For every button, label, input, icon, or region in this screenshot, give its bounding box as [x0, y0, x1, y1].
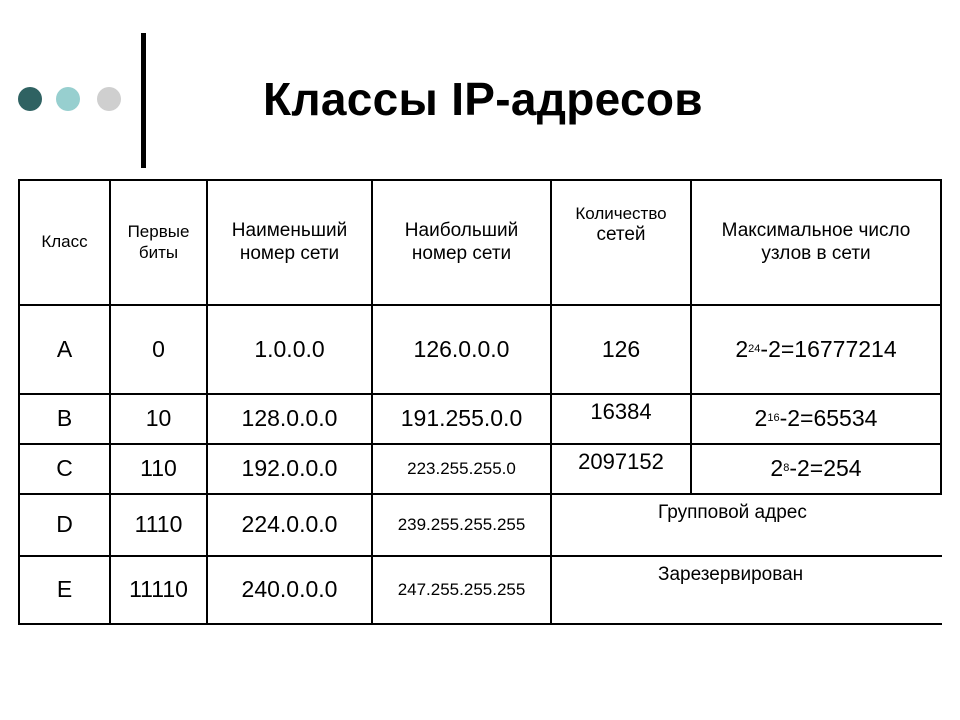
table-border — [18, 623, 942, 625]
cell-first-bits: 11110 — [129, 576, 188, 603]
page-title: Классы IP-адресов — [263, 73, 703, 125]
header-max-hosts: Максимальное число узлов в сети — [721, 219, 911, 264]
header-min-network: Наименьший номер сети — [231, 219, 348, 264]
cell-network-count: 16384 — [590, 398, 652, 424]
cell-max-hosts: 2 24 -2=16777214 — [735, 335, 897, 362]
cell-max-network: 223.255.255.0 — [407, 458, 516, 478]
cell-max-network: 247.255.255.255 — [397, 579, 526, 599]
cell-min-network: 128.0.0.0 — [241, 405, 338, 432]
header-network-count: Количество сетей — [575, 204, 667, 246]
cell-max-hosts: 2 16 -2=65534 — [754, 405, 878, 432]
cell-min-network: 192.0.0.0 — [241, 455, 338, 482]
cell-class: B — [56, 405, 73, 432]
cell-max-network: 126.0.0.0 — [413, 335, 510, 362]
cell-class: C — [56, 455, 73, 482]
dot-dark — [18, 87, 42, 111]
header-class: Класс — [41, 232, 88, 252]
cell-class: A — [56, 335, 73, 362]
cell-min-network: 1.0.0.0 — [254, 335, 325, 362]
cell-first-bits: 1110 — [134, 511, 183, 538]
cell-first-bits: 10 — [145, 405, 172, 432]
cell-class: D — [56, 511, 73, 538]
cell-min-network: 224.0.0.0 — [241, 511, 338, 538]
cell-first-bits: 0 — [152, 335, 165, 362]
cell-network-count: 2097152 — [578, 448, 664, 474]
cell-note: Зарезервирован — [658, 563, 804, 585]
title-divider — [141, 33, 146, 168]
cell-first-bits: 110 — [140, 455, 177, 482]
table-border — [940, 179, 942, 495]
cell-network-count: 126 — [601, 335, 641, 362]
cell-max-network: 239.255.255.255 — [397, 514, 526, 534]
header-max-network: Наибольший номер сети — [404, 219, 519, 264]
dot-teal — [56, 87, 80, 111]
cell-note: Групповой адрес — [658, 501, 807, 523]
header-first-bits: Первые биты — [127, 222, 190, 262]
cell-max-network: 191.255.0.0 — [400, 405, 523, 432]
cell-min-network: 240.0.0.0 — [241, 576, 338, 603]
cell-max-hosts: 2 8 -2=254 — [770, 455, 862, 482]
cell-class: E — [56, 576, 73, 603]
dot-grey — [97, 87, 121, 111]
